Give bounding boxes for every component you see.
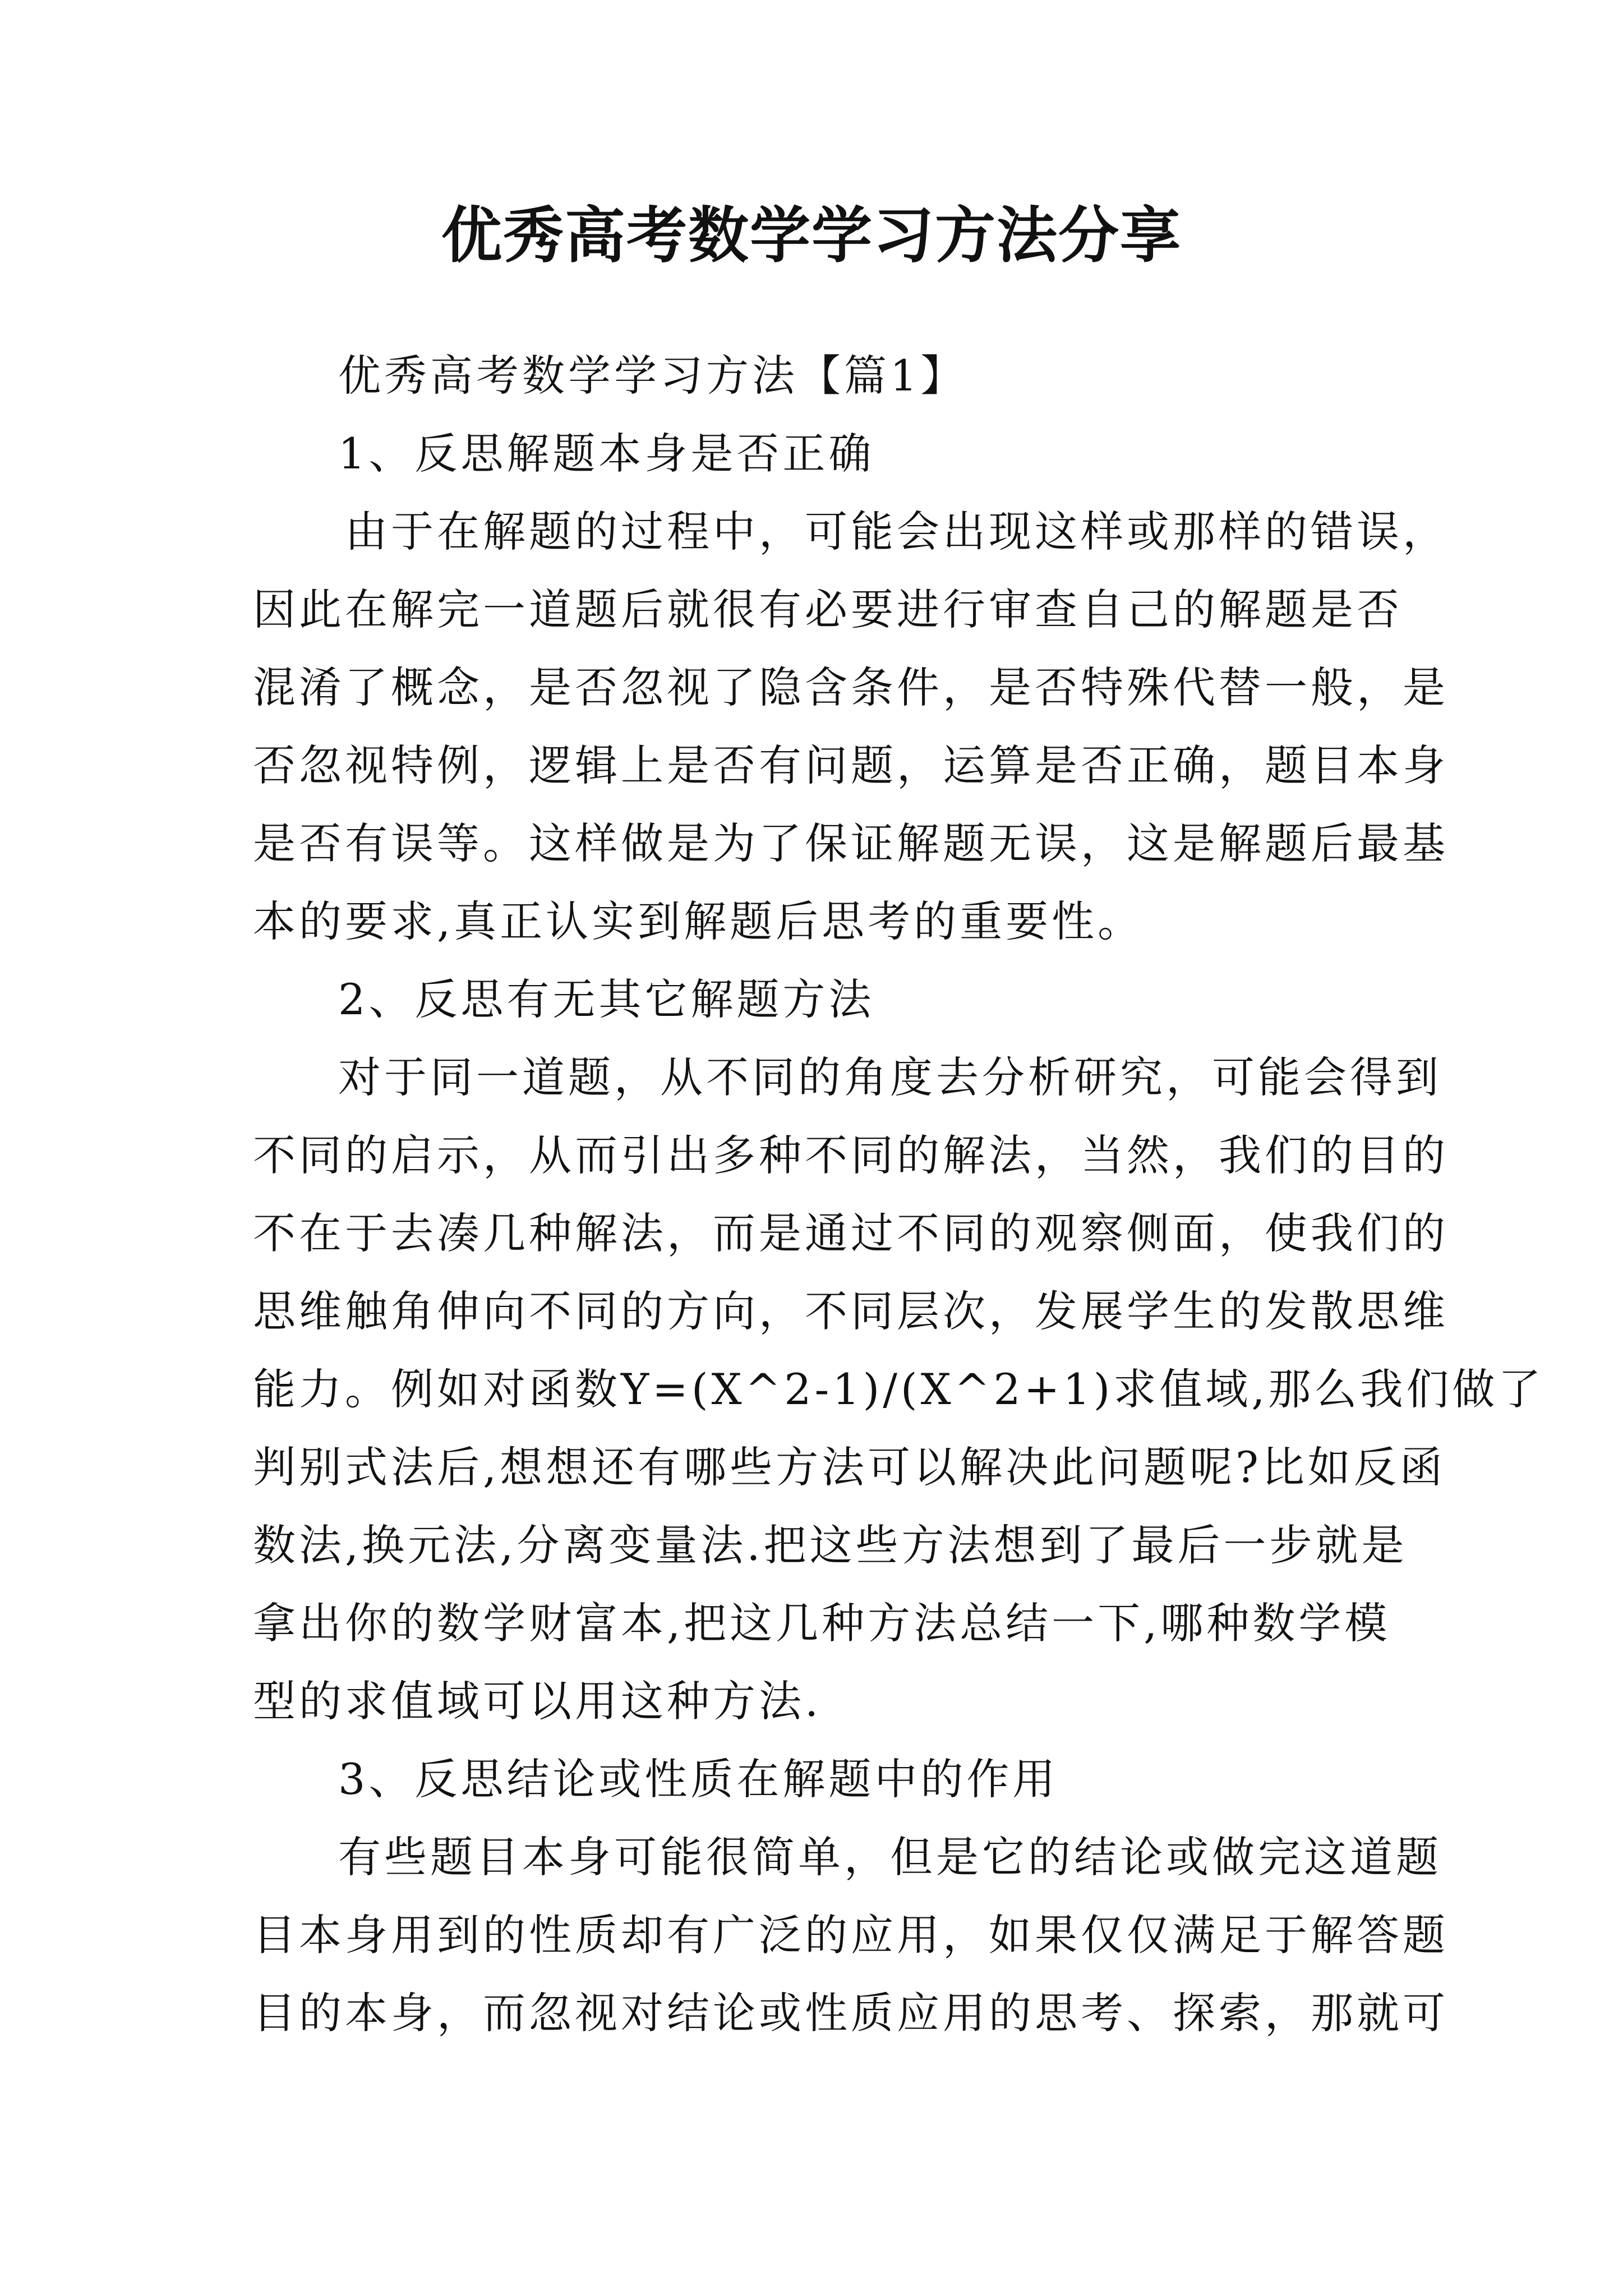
paragraph-line: 混淆了概念，是否忽视了隐含条件，是否特殊代替一般，是	[253, 662, 1449, 712]
subheading: 1、反思解题本身是否正确	[338, 429, 875, 478]
paragraph-line: 判别式法后,想想还有哪些方法可以解决此问题呢?比如反函	[253, 1442, 1446, 1492]
paragraph-line: 能力。例如对函数Y=(X^2-1)/(X^2+1)求值域,那么我们做了	[253, 1364, 1544, 1414]
paragraph-line: 不在于去凑几种解法，而是通过不同的观察侧面，使我们的	[253, 1208, 1449, 1258]
paragraph-line: 否忽视特例，逻辑上是否有问题，运算是否正确，题目本身	[253, 740, 1449, 790]
paragraph-line: 由于在解题的过程中，可能会出现这样或那样的错误，	[345, 507, 1449, 556]
paragraph-line: 拿出你的数学财富本,把这几种方法总结一下,哪种数学模	[253, 1598, 1391, 1648]
subheading: 2、反思有无其它解题方法	[338, 974, 875, 1024]
document-title: 优秀高考数学学习方法分享	[441, 200, 1182, 271]
paragraph-line: 因此在解完一道题后就很有必要进行审查自己的解题是否	[253, 585, 1403, 634]
paragraph-line: 数法,换元法,分离变量法.把这些方法想到了最后一步就是	[253, 1520, 1408, 1570]
paragraph-line: 是否有误等。这样做是为了保证解题无误，这是解题后最基	[253, 818, 1449, 868]
paragraph-line: 对于同一道题，从不同的角度去分析研究，可能会得到	[338, 1052, 1442, 1102]
section-heading: 优秀高考数学学习方法【篇1】	[338, 351, 967, 401]
paragraph-line: 思维触角伸向不同的方向，不同层次，发展学生的发散思维	[253, 1286, 1449, 1336]
document-body	[253, 337, 1544, 2052]
subheading: 3、反思结论或性质在解题中的作用	[338, 1754, 1059, 1804]
paragraph-line: 目的本身，而忽视对结论或性质应用的思考、探索，那就可	[253, 1988, 1449, 2038]
paragraph-line: 不同的启示，从而引出多种不同的解法，当然，我们的目的	[253, 1130, 1449, 1180]
paragraph-line: 本的要求,真正认实到解题后思考的重要性。	[253, 896, 1144, 946]
paragraph-line: 有些题目本身可能很简单，但是它的结论或做完这道题	[338, 1832, 1442, 1882]
paragraph-line: 目本身用到的性质却有广泛的应用，如果仅仅满足于解答题	[253, 1910, 1449, 1960]
paragraph-line: 型的求值域可以用这种方法.	[253, 1676, 822, 1726]
